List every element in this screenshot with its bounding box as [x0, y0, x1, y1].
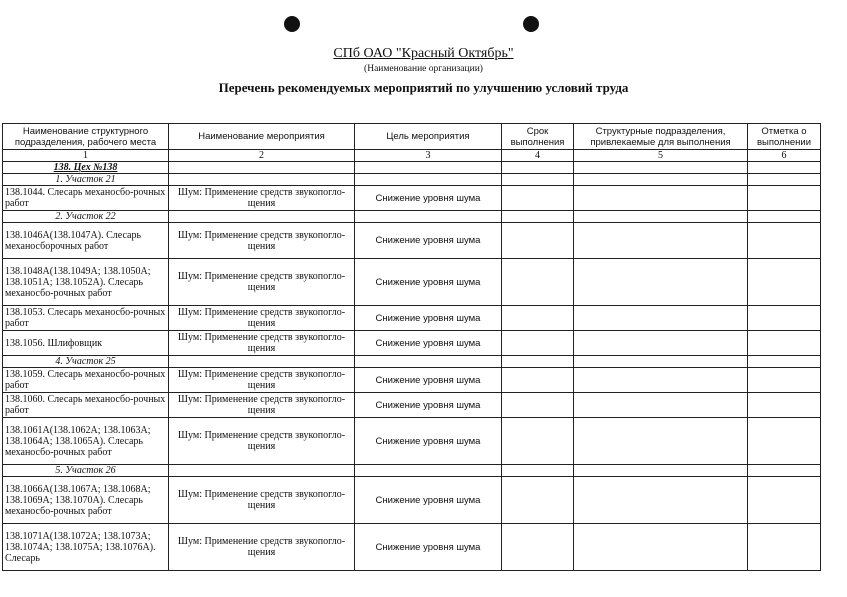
- deadline-cell: [502, 418, 574, 465]
- deadline-cell: [502, 223, 574, 259]
- completion-cell: [748, 393, 821, 418]
- measure-cell: Шум: Применение средств звукопогло-щения: [169, 306, 355, 331]
- measures-table: [2, 123, 821, 571]
- column-number: 6: [748, 150, 821, 162]
- workplace-cell: 138.1071А(138.1072А; 138.1073А; 138.1074А; 138.1075А; 138.1076А). Слесарь: [3, 524, 169, 571]
- departments-cell: [574, 223, 748, 259]
- departments-cell: [574, 393, 748, 418]
- document-title: Перечень рекомендуемых мероприятий по улучшению условий труда: [218, 80, 629, 95]
- column-number: 1: [3, 150, 169, 162]
- column-header-measure: Наименование мероприятия: [169, 124, 355, 150]
- table-header-row: [3, 124, 821, 150]
- deadline-cell: [502, 306, 574, 331]
- section-row: [3, 465, 821, 477]
- goal-cell: Снижение уровня шума: [355, 331, 502, 356]
- column-number-row: [3, 150, 821, 162]
- workplace-cell: 138.1056. Шлифовщик: [3, 331, 169, 356]
- departments-cell: [574, 306, 748, 331]
- workplace-cell: 138.1044. Слесарь механосбо-рочных работ: [3, 186, 169, 211]
- punch-hole-left: [284, 16, 300, 32]
- completion-cell: [748, 477, 821, 524]
- workplace-cell: 138.1053. Слесарь механосбо-рочных работ: [3, 306, 169, 331]
- completion-cell: [748, 368, 821, 393]
- column-number: 4: [502, 150, 574, 162]
- goal-cell: Снижение уровня шума: [355, 524, 502, 571]
- column-header-workplace: Наименование структурного подразделения, рабочего места: [3, 124, 169, 150]
- table-row: [3, 306, 821, 331]
- table-row: [3, 477, 821, 524]
- measure-cell: Шум: Применение средств звукопогло-щения: [169, 186, 355, 211]
- organization-name: СПб ОАО "Красный Октябрь": [333, 46, 514, 61]
- table-row: [3, 331, 821, 356]
- completion-cell: [748, 418, 821, 465]
- deadline-cell: [502, 393, 574, 418]
- workplace-cell: 138.1046А(138.1047А). Слесарь механосборочных работ: [3, 223, 169, 259]
- completion-cell: [748, 223, 821, 259]
- workplace-cell: 138.1060. Слесарь механосбо-рочных работ: [3, 393, 169, 418]
- goal-cell: Снижение уровня шума: [355, 418, 502, 465]
- goal-cell: Снижение уровня шума: [355, 223, 502, 259]
- goal-cell: Снижение уровня шума: [355, 259, 502, 306]
- punch-hole-right: [523, 16, 539, 32]
- completion-cell: [748, 331, 821, 356]
- deadline-cell: [502, 331, 574, 356]
- measure-cell: Шум: Применение средств звукопогло-щения: [169, 393, 355, 418]
- measure-cell: Шум: Применение средств звукопогло-щения: [169, 331, 355, 356]
- deadline-cell: [502, 368, 574, 393]
- section-label: 4. Участок 25: [3, 356, 169, 368]
- departments-cell: [574, 259, 748, 306]
- shop-row: [3, 162, 821, 174]
- column-number: 3: [355, 150, 502, 162]
- workplace-cell: 138.1059. Слесарь механосбо-рочных работ: [3, 368, 169, 393]
- section-label: 1. Участок 21: [3, 174, 169, 186]
- shop-label: 138. Цех №138: [3, 162, 169, 174]
- column-header-deadline: Срок выполнения: [502, 124, 574, 150]
- deadline-cell: [502, 477, 574, 524]
- measure-cell: Шум: Применение средств звукопогло-щения: [169, 418, 355, 465]
- section-label: 2. Участок 22: [3, 211, 169, 223]
- workplace-cell: 138.1048А(138.1049А; 138.1050А; 138.1051А; 138.1052А). Слесарь механосбо-рочных работ: [3, 259, 169, 306]
- departments-cell: [574, 477, 748, 524]
- departments-cell: [574, 524, 748, 571]
- section-label: 5. Участок 26: [3, 465, 169, 477]
- section-row: [3, 211, 821, 223]
- workplace-cell: 138.1066А(138.1067А; 138.1068А; 138.1069А; 138.1070А). Слесарь механосбо-рочных работ: [3, 477, 169, 524]
- table-row: [3, 524, 821, 571]
- goal-cell: Снижение уровня шума: [355, 306, 502, 331]
- section-row: [3, 356, 821, 368]
- measure-cell: Шум: Применение средств звукопогло-щения: [169, 477, 355, 524]
- completion-cell: [748, 259, 821, 306]
- table-row: [3, 418, 821, 465]
- goal-cell: Снижение уровня шума: [355, 393, 502, 418]
- column-header-departments: Структурные подразделения, привлекаемые для выполнения: [574, 124, 748, 150]
- completion-cell: [748, 524, 821, 571]
- goal-cell: Снижение уровня шума: [355, 477, 502, 524]
- table-row: [3, 393, 821, 418]
- goal-cell: Снижение уровня шума: [355, 186, 502, 211]
- measure-cell: Шум: Применение средств звукопогло-щения: [169, 368, 355, 393]
- deadline-cell: [502, 524, 574, 571]
- completion-cell: [748, 186, 821, 211]
- table-row: [3, 368, 821, 393]
- workplace-cell: 138.1061А(138.1062А; 138.1063А; 138.1064А; 138.1065А). Слесарь механосбо-рочных работ: [3, 418, 169, 465]
- column-number: 2: [169, 150, 355, 162]
- measure-cell: Шум: Применение средств звукопогло-щения: [169, 223, 355, 259]
- column-number: 5: [574, 150, 748, 162]
- departments-cell: [574, 368, 748, 393]
- measure-cell: Шум: Применение средств звукопогло-щения: [169, 259, 355, 306]
- departments-cell: [574, 418, 748, 465]
- completion-cell: [748, 306, 821, 331]
- column-header-completion: Отметка о выполнении: [748, 124, 821, 150]
- departments-cell: [574, 186, 748, 211]
- section-row: [3, 174, 821, 186]
- departments-cell: [574, 331, 748, 356]
- table-row: [3, 223, 821, 259]
- measure-cell: Шум: Применение средств звукопогло-щения: [169, 524, 355, 571]
- deadline-cell: [502, 259, 574, 306]
- deadline-cell: [502, 186, 574, 211]
- organization-caption: (Наименование организации): [364, 64, 483, 74]
- table-row: [3, 186, 821, 211]
- column-header-goal: Цель мероприятия: [355, 124, 502, 150]
- table-row: [3, 259, 821, 306]
- goal-cell: Снижение уровня шума: [355, 368, 502, 393]
